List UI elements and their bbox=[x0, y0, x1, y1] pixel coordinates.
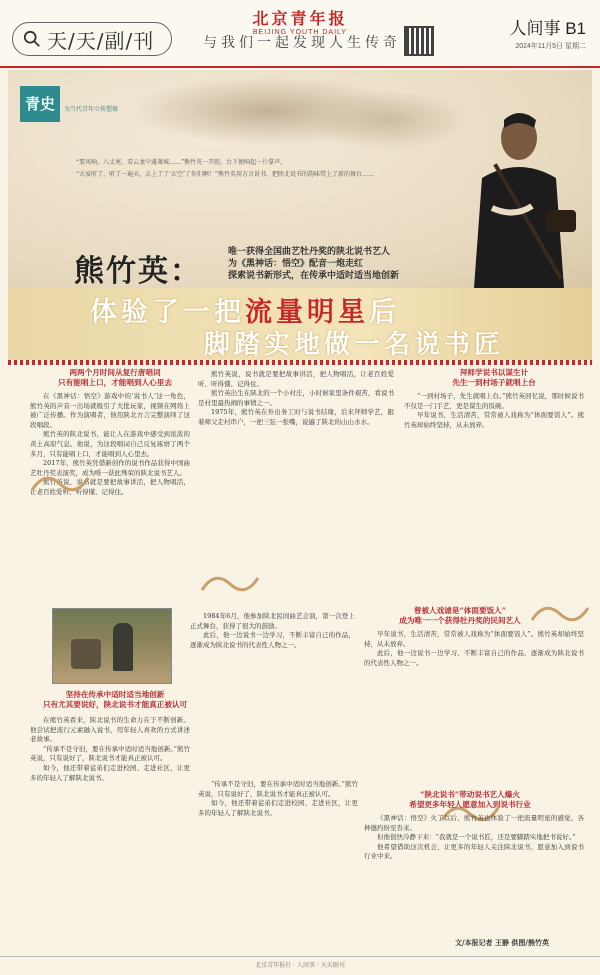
section-tag bbox=[12, 22, 172, 56]
hero-banner bbox=[8, 70, 592, 288]
headline-banner bbox=[8, 288, 592, 360]
subtitle-line: 唯一获得全国曲艺牡丹奖的陕北说书艺人 bbox=[228, 247, 391, 257]
section-heading-line: 曾被人戏谑是“体面要饭人” bbox=[413, 606, 507, 615]
intro-paragraph: “要风响、八丈寒，看云龙中蓬莱城……”熊竹英一开腔，台下便响起一片掌声。 bbox=[76, 159, 287, 166]
article-paragraph: 2017年，熊竹英凭借新创作的说书作品获得中国曲艺牡丹奖表演奖，成为唯一获此殊荣的陕北说书艺人。 bbox=[30, 459, 190, 477]
section-heading-line: 只有能唱上口，才能唱到人心里去 bbox=[58, 378, 172, 387]
section-heading-line: 成为唯一一个获得牡丹奖的民间艺人 bbox=[399, 616, 521, 625]
edition-info bbox=[509, 14, 586, 51]
masthead-title: 北京青年报 bbox=[252, 9, 348, 28]
section-heading bbox=[40, 368, 190, 388]
performance-photo bbox=[52, 608, 172, 684]
divider bbox=[8, 360, 592, 365]
headline-text: 体验了一把 bbox=[90, 297, 245, 328]
intro-paragraph: “大家听了，听了一遍天，去上了了‘玄空’了你们啊！”熊竹英用方言说书，把陕北说书的韵味带上了新的舞台…… bbox=[76, 171, 374, 178]
article-paragraph: 熊竹英的陕北说书，能让人在游戏中感受到浓浓的黄土高原气息。他说，为这段唱词自己反复琢磨了两个多月，只有能唱上口，才能唱到人心里去。 bbox=[30, 430, 190, 458]
masthead-english: BEIJING YOUTH DAILY bbox=[252, 29, 348, 36]
article-paragraph: 此后，他一边说书一边学习，不断丰富自己的作品，逐渐成为陕北说书的代表性人物之一。 bbox=[364, 649, 584, 667]
article-paragraph: 在熊竹英看来，陕北说书的生命力在于不断创新。他尝试把流行元素融入说书，用年轻人喜欢的方式讲述老故事。 bbox=[30, 716, 190, 744]
article-paragraph: 如今，他还带着徒弟们走进校园、走进社区，让更多的年轻人了解陕北说书。 bbox=[30, 763, 190, 782]
byline: 文/本报记者 王静 供图/熊竹英 bbox=[455, 938, 549, 947]
article-paragraph: 熊竹英说，说书就是要把故事讲活，把人物唱活，让老百姓爱听、听得懂、记得住。 bbox=[30, 478, 190, 496]
ink-landscape bbox=[308, 90, 468, 150]
intro-text bbox=[64, 158, 404, 182]
section-heading-line: 希望更多年轻人愿意加入到说书行业 bbox=[409, 800, 531, 809]
article-column bbox=[364, 814, 584, 934]
article-paragraph: 他希望借助这次机会，让更多的年轻人关注陕北说书，愿意加入到说书行业中来。 bbox=[364, 842, 584, 861]
article-paragraph: 1975年，熊竹英在外出务工时与说书结缘，后来拜师学艺，跟着师父走村串户，一把三弦一张嘴，说遍了陕北的山山水水。 bbox=[198, 408, 394, 426]
section-heading bbox=[360, 606, 560, 626]
article-paragraph: 熊竹英说，说书就是要把故事讲活，把人物唱活，让老百姓爱听、听得懂、记得住。 bbox=[198, 370, 394, 388]
article-paragraph: 但他很快冷静下来：“我就是一个说书匠，还是要脚踏实地把书说好。” bbox=[377, 833, 576, 842]
column-badge: 青史 bbox=[20, 86, 60, 122]
article-paragraph: “传承不是守旧，要在传承中适时适当地创新。”熊竹英说，只有说好了，陕北说书才能真正被认可。 bbox=[30, 744, 190, 763]
article-paragraph: 《黑神话：悟空》火了以后，熊竹英也体验了一把流量明星的感觉，各种邀约纷至沓来。 bbox=[364, 814, 584, 832]
section-heading-line: 坚持在传承中适时适当地创新 bbox=[65, 690, 165, 699]
performer-photo bbox=[454, 98, 584, 288]
subtitle-line: 探索说书新形式，在传承中适时适当地创新 bbox=[228, 271, 400, 281]
article-paragraph: “传承不是守旧，要在传承中适时适当地创新。”熊竹英说，只有说好了，陕北说书才能真正被认可。 bbox=[198, 780, 358, 798]
subtitle-line: 为《黑神话：悟空》配音一炮走红 bbox=[228, 259, 364, 269]
decorative-swirl-icon bbox=[200, 570, 260, 596]
article-paragraph: 早年说书，生活清苦，常常被人戏称为“体面要饭人”。熊竹英却始终坚持，从未放弃。 bbox=[364, 630, 584, 648]
article-paragraph: 1984年6月，他参加陕北民间曲艺会演，第一次登上正式舞台，获得了很大的鼓励。 bbox=[190, 612, 355, 630]
page-header bbox=[0, 0, 600, 68]
section-heading-line: 先生一到村场子就唱上台 bbox=[452, 378, 536, 387]
section-heading-line: 只有尤其要说好，陕北说书才能真正被认可 bbox=[42, 700, 188, 709]
column-badge-subtitle: 为当代青年立传塑像 bbox=[64, 106, 119, 113]
headline-highlight: 流量明星 bbox=[245, 297, 369, 328]
article-column bbox=[198, 370, 394, 598]
section-heading-line: 拜师学说书以谋生计 bbox=[459, 368, 529, 377]
section-name: 天/天/副/刊 bbox=[47, 28, 155, 53]
qr-code-icon bbox=[404, 26, 434, 56]
article-paragraph: 在《黑神话：悟空》游戏中的‘说书人’这一角色，熊竹英的声音一出场就吸引了大批玩家，视频在网络上被广泛传播。作为演唱者，他用陕北方言完整演绎了这段唱段。 bbox=[30, 392, 190, 429]
section-heading bbox=[40, 690, 190, 710]
headline-line-2: 脚踏实地做一名说书匠 bbox=[204, 330, 505, 360]
subject-name: 熊竹英： bbox=[74, 254, 202, 288]
edition-name: 人间事 B1 bbox=[509, 19, 586, 38]
article-paragraph: 熊竹英出生在陕北的一个小村庄，小时候家里条件艰苦，看说书是村里最热闹的事情之一。 bbox=[198, 389, 394, 407]
article-column bbox=[190, 612, 355, 772]
article-paragraph: “一到村场子，先生就唱上台。”熊竹英回忆说，那时候说书不仅是一门手艺，更是谋生的饭碗。 bbox=[404, 392, 584, 410]
article-paragraph: 如今，他还带着徒弟们走进校园、走进社区，让更多的年轻人了解陕北说书。 bbox=[198, 799, 358, 817]
page-footer: 北京青年报社 · 人间事 · 天天副刊 bbox=[0, 956, 600, 975]
headline-text: 后 bbox=[369, 297, 400, 328]
section-heading bbox=[404, 368, 584, 388]
section-heading-line: “陕北说书”带动说书艺人爆火 bbox=[420, 790, 520, 799]
decorative-swirl-icon bbox=[30, 470, 90, 496]
article-column bbox=[404, 392, 584, 598]
section-heading-line: 两两个月时间从复行唐唱词 bbox=[69, 368, 161, 377]
article-column bbox=[364, 630, 584, 780]
article-paragraph: 早年说书，生活清苦，常常被人戏称为“体面要饭人”。熊竹英却始终坚持，从未放弃。 bbox=[404, 411, 584, 429]
subject-subtitles bbox=[228, 246, 399, 282]
article-paragraph: 此后，他一边说书一边学习，不断丰富自己的作品，逐渐成为陕北说书的代表性人物之一。 bbox=[190, 631, 355, 649]
section-heading bbox=[370, 790, 570, 810]
article-column bbox=[198, 780, 358, 936]
edition-date: 2024年11月5日 星期二 bbox=[515, 43, 586, 50]
article-column bbox=[30, 716, 190, 936]
search-icon bbox=[23, 30, 41, 48]
slogan: 与我们一起发现人生传奇 bbox=[203, 35, 401, 51]
